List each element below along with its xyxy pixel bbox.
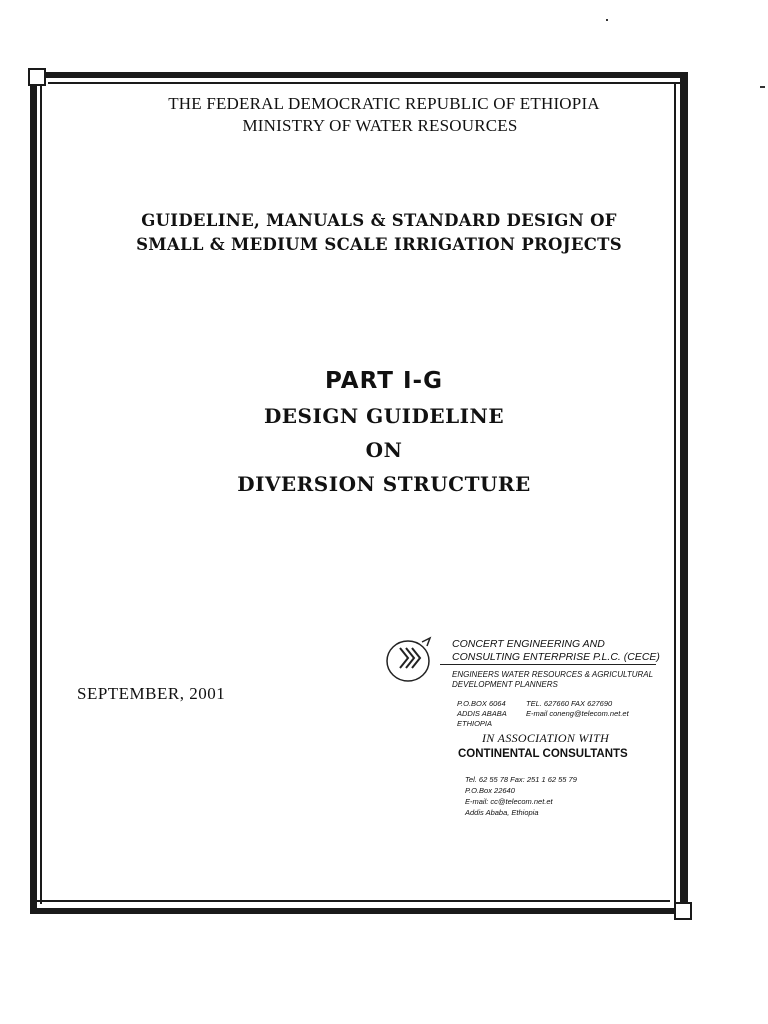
corner-ornament-top-left (28, 68, 46, 86)
cece-logo-icon (384, 634, 434, 684)
consultant-name-line2: CONSULTING ENTERPRISE P.L.C. (CECE) (452, 651, 660, 663)
scan-speck (606, 19, 608, 21)
continental-tel-fax: Tel. 62 55 78 Fax: 251 1 62 55 79 (465, 775, 577, 784)
part-subtitle-line2: ON (365, 438, 403, 462)
header-country: THE FEDERAL DEMOCRATIC REPUBLIC OF ETHIOPIA (168, 94, 600, 113)
border-bottom-inner (30, 900, 670, 902)
continental-name: CONTINENTAL CONSULTANTS (458, 748, 628, 760)
border-top (30, 72, 688, 78)
continental-city: Addis Ababa, Ethiopia (465, 808, 539, 817)
scan-speck (760, 86, 765, 88)
document-title-line2: SMALL & MEDIUM SCALE IRRIGATION PROJECTS (136, 235, 622, 254)
consultant-email: E-mail coneng@telecom.net.et (526, 709, 629, 718)
consultant-desc-line1: ENGINEERS WATER RESOURCES & AGRICULTURAL (452, 670, 654, 679)
consultant-desc-line2: DEVELOPMENT PLANNERS (452, 680, 558, 689)
consultant-underline (440, 664, 656, 665)
association-label: IN ASSOCIATION WITH (482, 731, 610, 745)
border-top-inner (48, 82, 688, 84)
consultant-city: ADDIS ABABA (457, 709, 507, 718)
corner-ornament-bottom-right (674, 902, 692, 920)
part-label: PART I-G (325, 368, 443, 394)
border-right-inner (674, 82, 676, 914)
header-ministry: MINISTRY OF WATER RESOURCES (242, 116, 518, 135)
consultant-pobox: P.O.BOX 6064 (457, 699, 506, 708)
part-subtitle-line3: DIVERSION STRUCTURE (237, 472, 531, 496)
consultant-tel-fax: TEL. 627660 FAX 627690 (526, 699, 613, 708)
part-subtitle-line1: DESIGN GUIDELINE (263, 404, 505, 428)
consultant-name-line1: CONCERT ENGINEERING AND (452, 638, 605, 650)
border-bottom (30, 908, 688, 914)
consultant-country: ETHIOPIA (457, 719, 493, 728)
document-title-line1: GUIDELINE, MANUALS & STANDARD DESIGN OF (141, 211, 617, 230)
continental-email: E-mail: cc@telecom.net.et (465, 797, 553, 806)
continental-pobox: P.O.Box 22640 (465, 786, 515, 795)
publication-date: SEPTEMBER, 2001 (77, 684, 226, 703)
